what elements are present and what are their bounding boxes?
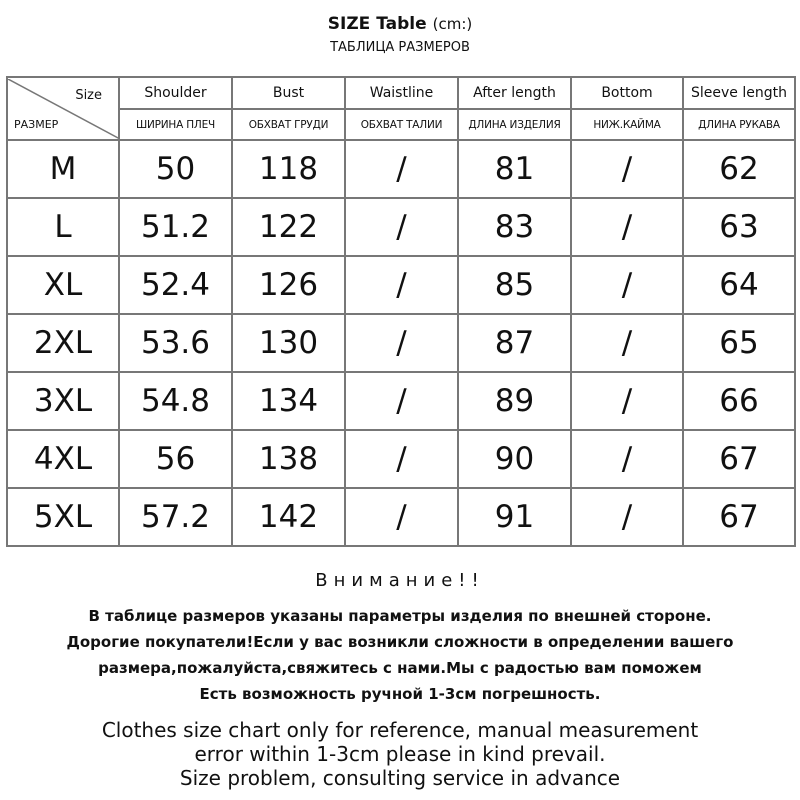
shoulder-cell: 51.2 [119, 198, 232, 256]
header-row-ru [7, 109, 795, 140]
english-note-line: error within 1-3cm please in kind prevail. [194, 742, 606, 766]
sleeve-length-cell: 64 [683, 256, 795, 314]
sleeve-length-cell: 67 [683, 430, 795, 488]
sleeve-length-cell: 63 [683, 198, 795, 256]
english-note-line: Clothes size chart only for reference, manual measurement [101, 718, 699, 742]
table-row-2xl [7, 314, 795, 372]
column-header-ru-waistline: ОБХВАТ ТАЛИИ [345, 109, 458, 140]
bottom-cell: / [571, 488, 683, 546]
size-cell: XL [7, 256, 119, 314]
column-header-ru-bottom: НИЖ.КАЙМА [571, 109, 683, 140]
table-row-3xl [7, 372, 795, 430]
notice-title: Внимание!! [315, 570, 485, 591]
shoulder-cell: 57.2 [119, 488, 232, 546]
bust-cell: 118 [232, 140, 345, 198]
header-row-en [7, 77, 795, 109]
bust-cell: 138 [232, 430, 345, 488]
shoulder-cell: 50 [119, 140, 232, 198]
after-length-cell: 90 [458, 430, 571, 488]
column-header-waistline: Waistline [345, 77, 458, 109]
sleeve-length-cell: 67 [683, 488, 795, 546]
english-note-block [0, 718, 800, 790]
bust-cell: 122 [232, 198, 345, 256]
waistline-cell: / [345, 140, 458, 198]
waistline-cell: / [345, 314, 458, 372]
size-cell: 2XL [7, 314, 119, 372]
title-text: SIZE Table [327, 14, 427, 34]
waistline-cell: / [345, 256, 458, 314]
title-unit: (cm:) [432, 15, 473, 33]
waistline-cell: / [345, 198, 458, 256]
column-header-ru-sleeve-length: ДЛИНА РУКАВА [683, 109, 795, 140]
table-row-l [7, 198, 795, 256]
after-length-cell: 87 [458, 314, 571, 372]
after-length-cell: 91 [458, 488, 571, 546]
column-header-bottom: Bottom [571, 77, 683, 109]
column-header-bust: Bust [232, 77, 345, 109]
waistline-cell: / [345, 488, 458, 546]
bottom-cell: / [571, 314, 683, 372]
size-table [6, 76, 796, 547]
corner-header-cell [7, 77, 119, 140]
size-cell: M [7, 140, 119, 198]
notice-block [0, 570, 800, 707]
column-header-ru-bust: ОБХВАТ ГРУДИ [232, 109, 345, 140]
waistline-cell: / [345, 430, 458, 488]
sleeve-length-cell: 65 [683, 314, 795, 372]
bust-cell: 134 [232, 372, 345, 430]
column-header-ru-after-length: ДЛИНА ИЗДЕЛИЯ [458, 109, 571, 140]
column-header-shoulder: Shoulder [119, 77, 232, 109]
notice-line: В таблице размеров указаны параметры изделия по внешней стороне. [88, 607, 712, 625]
english-note-line: Size problem, consulting service in advance [179, 766, 621, 790]
shoulder-cell: 53.6 [119, 314, 232, 372]
size-cell: 3XL [7, 372, 119, 430]
column-header-ru-shoulder: ШИРИНА ПЛЕЧ [119, 109, 232, 140]
bottom-cell: / [571, 140, 683, 198]
sleeve-length-cell: 66 [683, 372, 795, 430]
waistline-cell: / [345, 372, 458, 430]
notice-line: Дорогие покупатели!Если у вас возникли сложности в определении вашего [66, 633, 734, 651]
size-cell: 5XL [7, 488, 119, 546]
bottom-cell: / [571, 372, 683, 430]
shoulder-cell: 54.8 [119, 372, 232, 430]
table-row-4xl [7, 430, 795, 488]
after-length-cell: 83 [458, 198, 571, 256]
column-header-sleeve-length: Sleeve length [683, 77, 795, 109]
bust-cell: 130 [232, 314, 345, 372]
notice-line: Есть возможность ручной 1-3см погрешность. [199, 685, 601, 703]
corner-ru-label: РАЗМЕР [14, 118, 59, 131]
table-row-xl [7, 256, 795, 314]
size-table-subtitle: ТАБЛИЦА РАЗМЕРОВ [330, 40, 470, 55]
notice-line: размера,пожалуйста,свяжитесь с нами.Мы с радостью вам поможем [98, 659, 702, 677]
bust-cell: 126 [232, 256, 345, 314]
after-length-cell: 89 [458, 372, 571, 430]
shoulder-cell: 56 [119, 430, 232, 488]
corner-size-label: Size [75, 88, 102, 103]
bottom-cell: / [571, 256, 683, 314]
after-length-cell: 81 [458, 140, 571, 198]
bottom-cell: / [571, 198, 683, 256]
sleeve-length-cell: 62 [683, 140, 795, 198]
table-row-m [7, 140, 795, 198]
column-header-after-length: After length [458, 77, 571, 109]
bust-cell: 142 [232, 488, 345, 546]
bottom-cell: / [571, 430, 683, 488]
size-cell: L [7, 198, 119, 256]
size-table-title [0, 14, 800, 34]
size-cell: 4XL [7, 430, 119, 488]
after-length-cell: 85 [458, 256, 571, 314]
shoulder-cell: 52.4 [119, 256, 232, 314]
table-row-5xl [7, 488, 795, 546]
